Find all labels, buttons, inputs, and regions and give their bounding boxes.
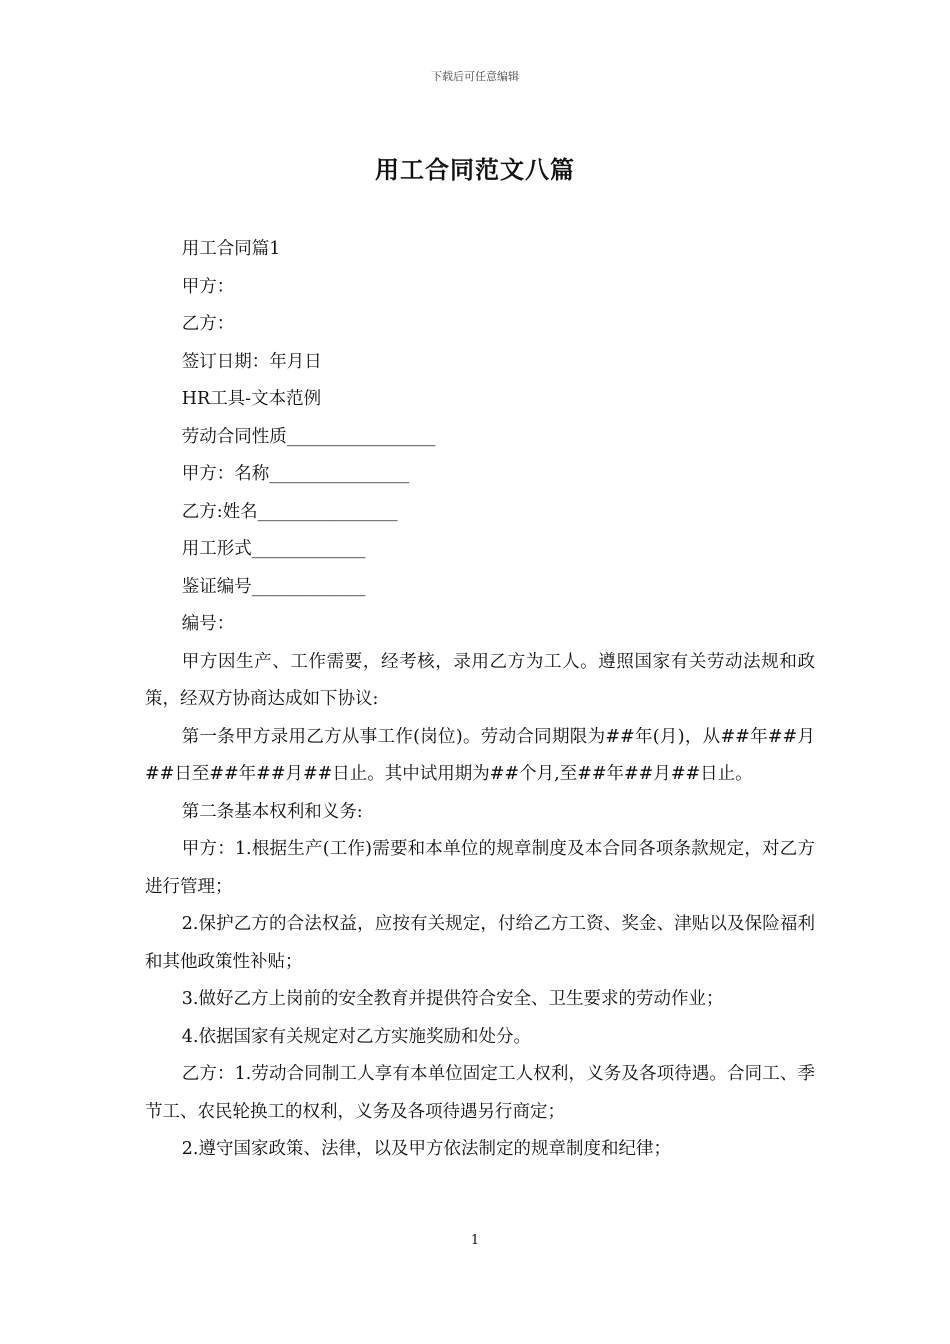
- paragraph-5: HR工具-文本范例: [181, 389, 322, 409]
- paragraph-6: 劳动合同性质_________________: [181, 426, 436, 447]
- paragraph-14: 第二条基本权利和义务:: [181, 801, 363, 822]
- document-title: 用工合同范文八篇: [375, 156, 575, 184]
- paragraph-13: 第一条甲方录用乙方从事工作(岗位)。劳动合同期限为##年(月)，从##年##月##日至##年##月##日止。其中试用期为##个月,至##年##月##日止。: [145, 726, 815, 784]
- paragraph-7: 甲方：名称________________: [181, 464, 410, 484]
- paragraph-19: 乙方：1.劳动合同制工人享有本单位固定工人权利，义务及各项待遇。合同工、季节工、农民轮换工的权利，义务及各项待遇另行商定；: [145, 1064, 815, 1122]
- paragraph-10: 鉴证编号_____________: [181, 576, 366, 597]
- paragraph-4: 签订日期：年月日: [181, 351, 322, 372]
- paragraph-9: 用工形式_____________: [181, 539, 366, 559]
- paragraph-18: 4.依据国家有关规定对乙方实施奖励和处分。: [181, 1026, 531, 1047]
- paragraph-12: 甲方因生产、工作需要，经考核，录用乙方为工人。遵照国家有关劳动法规和政策，经双方协商达成如下协议:: [145, 651, 815, 709]
- header-note: 下载后可任意编辑: [431, 70, 519, 83]
- paragraph-1: 用工合同篇1: [181, 239, 281, 259]
- paragraph-3: 乙方：: [181, 314, 235, 334]
- paragraph-8: 乙方:姓名________________: [181, 501, 398, 522]
- paragraph-16: 2.保护乙方的合法权益，应按有关规定，付给乙方工资、奖金、津贴以及保险福利和其他政策性补贴；: [145, 914, 815, 972]
- paragraph-20: 2.遵守国家政策、法律，以及甲方依法制定的规章制度和纪律；: [181, 1139, 671, 1159]
- paragraph-17: 3.做好乙方上岗前的安全教育并提供符合安全、卫生要求的劳动作业；: [181, 989, 724, 1009]
- page-number: 1: [470, 1233, 480, 1248]
- paragraph-15: 甲方：1.根据生产(工作)需要和本单位的规章制度及本合同各项条款规定，对乙方进行管理；: [145, 839, 815, 897]
- paragraph-2: 甲方：: [181, 276, 235, 297]
- paragraph-11: 编号：: [181, 614, 235, 634]
- document-body: [145, 231, 815, 1169]
